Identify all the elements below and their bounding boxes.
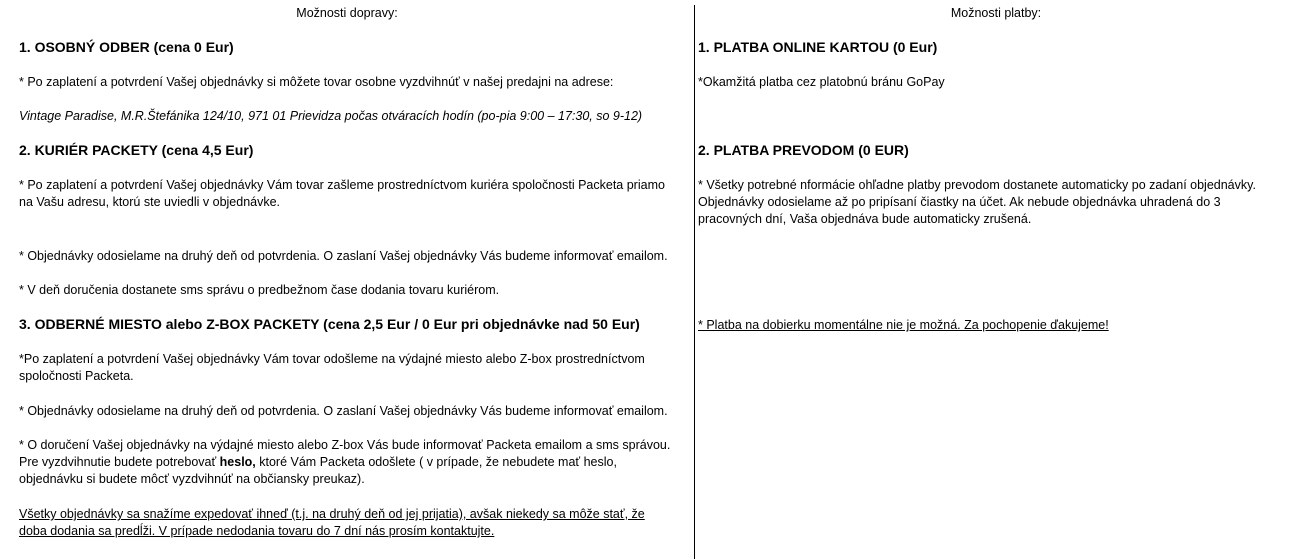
- delivery-option3-text-line1: *Po zaplatení a potvrdení Vašej objednávky Vám tovar odošleme na výdajné miesto alebo Z-box prostredníctvom: [19, 352, 645, 366]
- password-keyword: heslo,: [219, 455, 256, 469]
- note2-line2-post: ktoré Vám Packeta odošlete ( v prípade, že nebudete mať heslo,: [255, 455, 617, 469]
- delivery-option1-title: 1. OSOBNÝ ODBER (cena 0 Eur): [19, 39, 234, 55]
- payment-option1-title: 1. PLATBA ONLINE KARTOU (0 Eur): [698, 39, 938, 55]
- delivery-option3-note2-line2: [19, 454, 617, 471]
- delivery-option2-text-line2: na Vašu adresu, ktorú ste uviedli v objednávke.: [19, 195, 281, 209]
- delivery-option2-note1: * Objednávky odosielame na druhý deň od potvrdenia. O zaslaní Vašej objednávky Vás budeme informovať emailom.: [19, 249, 668, 263]
- cod-note: * Platba na dobierku momentálne nie je možná. Za pochopenie ďakujeme!: [698, 318, 1109, 332]
- payment-option2-text-line1: * Všetky potrebné nformácie ohľadne platby prevodom dostanete automaticky po zadaní objednávky.: [698, 178, 1256, 192]
- delivery-option2-title: 2. KURIÉR PACKETY (cena 4,5 Eur): [19, 142, 254, 158]
- payment-header: Možnosti platby:: [950, 6, 1042, 20]
- delivery-footer-line1: Všetky objednávky sa snažíme expedovať ihneď (t.j. na druhý deň od jej prijatia), avšak niekedy sa môže stať, že: [19, 507, 645, 521]
- delivery-option2-text-line1: * Po zaplatení a potvrdení Vašej objednávky Vám tovar zašleme prostredníctvom kuriéra spoločnosti Packeta priamo: [19, 178, 665, 192]
- delivery-option3-text-line2: spoločnosti Packeta.: [19, 369, 134, 383]
- delivery-option2-note2: * V deň doručenia dostanete sms správu o predbežnom čase dodania tovaru kuriérom.: [19, 283, 500, 297]
- delivery-option3-note2-line3: objednávku si budete môcť vyzdvihnúť na občiansky preukaz).: [19, 472, 365, 486]
- payment-option1-text: *Okamžitá platba cez platobnú bránu GoPay: [698, 75, 945, 89]
- delivery-option3-note2-line1: * O doručení Vašej objednávky na výdajné miesto alebo Z-box Vás bude informovať Packeta emailom a sms správou.: [19, 438, 671, 452]
- delivery-option1-text: * Po zaplatení a potvrdení Vašej objednávky si môžete tovar osobne vyzdvihnúť v našej predajni na adrese:: [19, 75, 614, 89]
- payment-column: [695, 0, 1297, 559]
- delivery-footer-line2: doba dodania sa predĺži. V prípade nedodania tovaru do 7 dní nás prosím kontaktujte.: [19, 524, 495, 538]
- payment-option2-title: 2. PLATBA PREVODOM (0 EUR): [698, 142, 909, 158]
- delivery-option3-title: 3. ODBERNÉ MIESTO alebo Z-BOX PACKETY (cena 2,5 Eur / 0 Eur pri objednávke nad 50 Eur): [19, 316, 640, 332]
- payment-option2-text-line2: Objednávky odosielame až po pripísaní čiastky na účet. Ak nebude objednávka uhradená do 3: [698, 195, 1221, 209]
- delivery-header: Možnosti dopravy:: [296, 6, 398, 20]
- payment-option2-text-line3: pracovných dní, Vaša objednáva bude automaticky zrušená.: [698, 212, 1032, 226]
- store-address: Vintage Paradise, M.R.Štefánika 124/10, 971 01 Prievidza počas otváracích hodín (po-pia 9:00 – 17:30, so 9-12): [19, 109, 643, 123]
- delivery-option3-note1: * Objednávky odosielame na druhý deň od potvrdenia. O zaslaní Vašej objednávky Vás budeme informovať emailom.: [19, 404, 668, 418]
- note2-line2-pre: Pre vyzdvihnutie budete potrebovať: [19, 455, 220, 469]
